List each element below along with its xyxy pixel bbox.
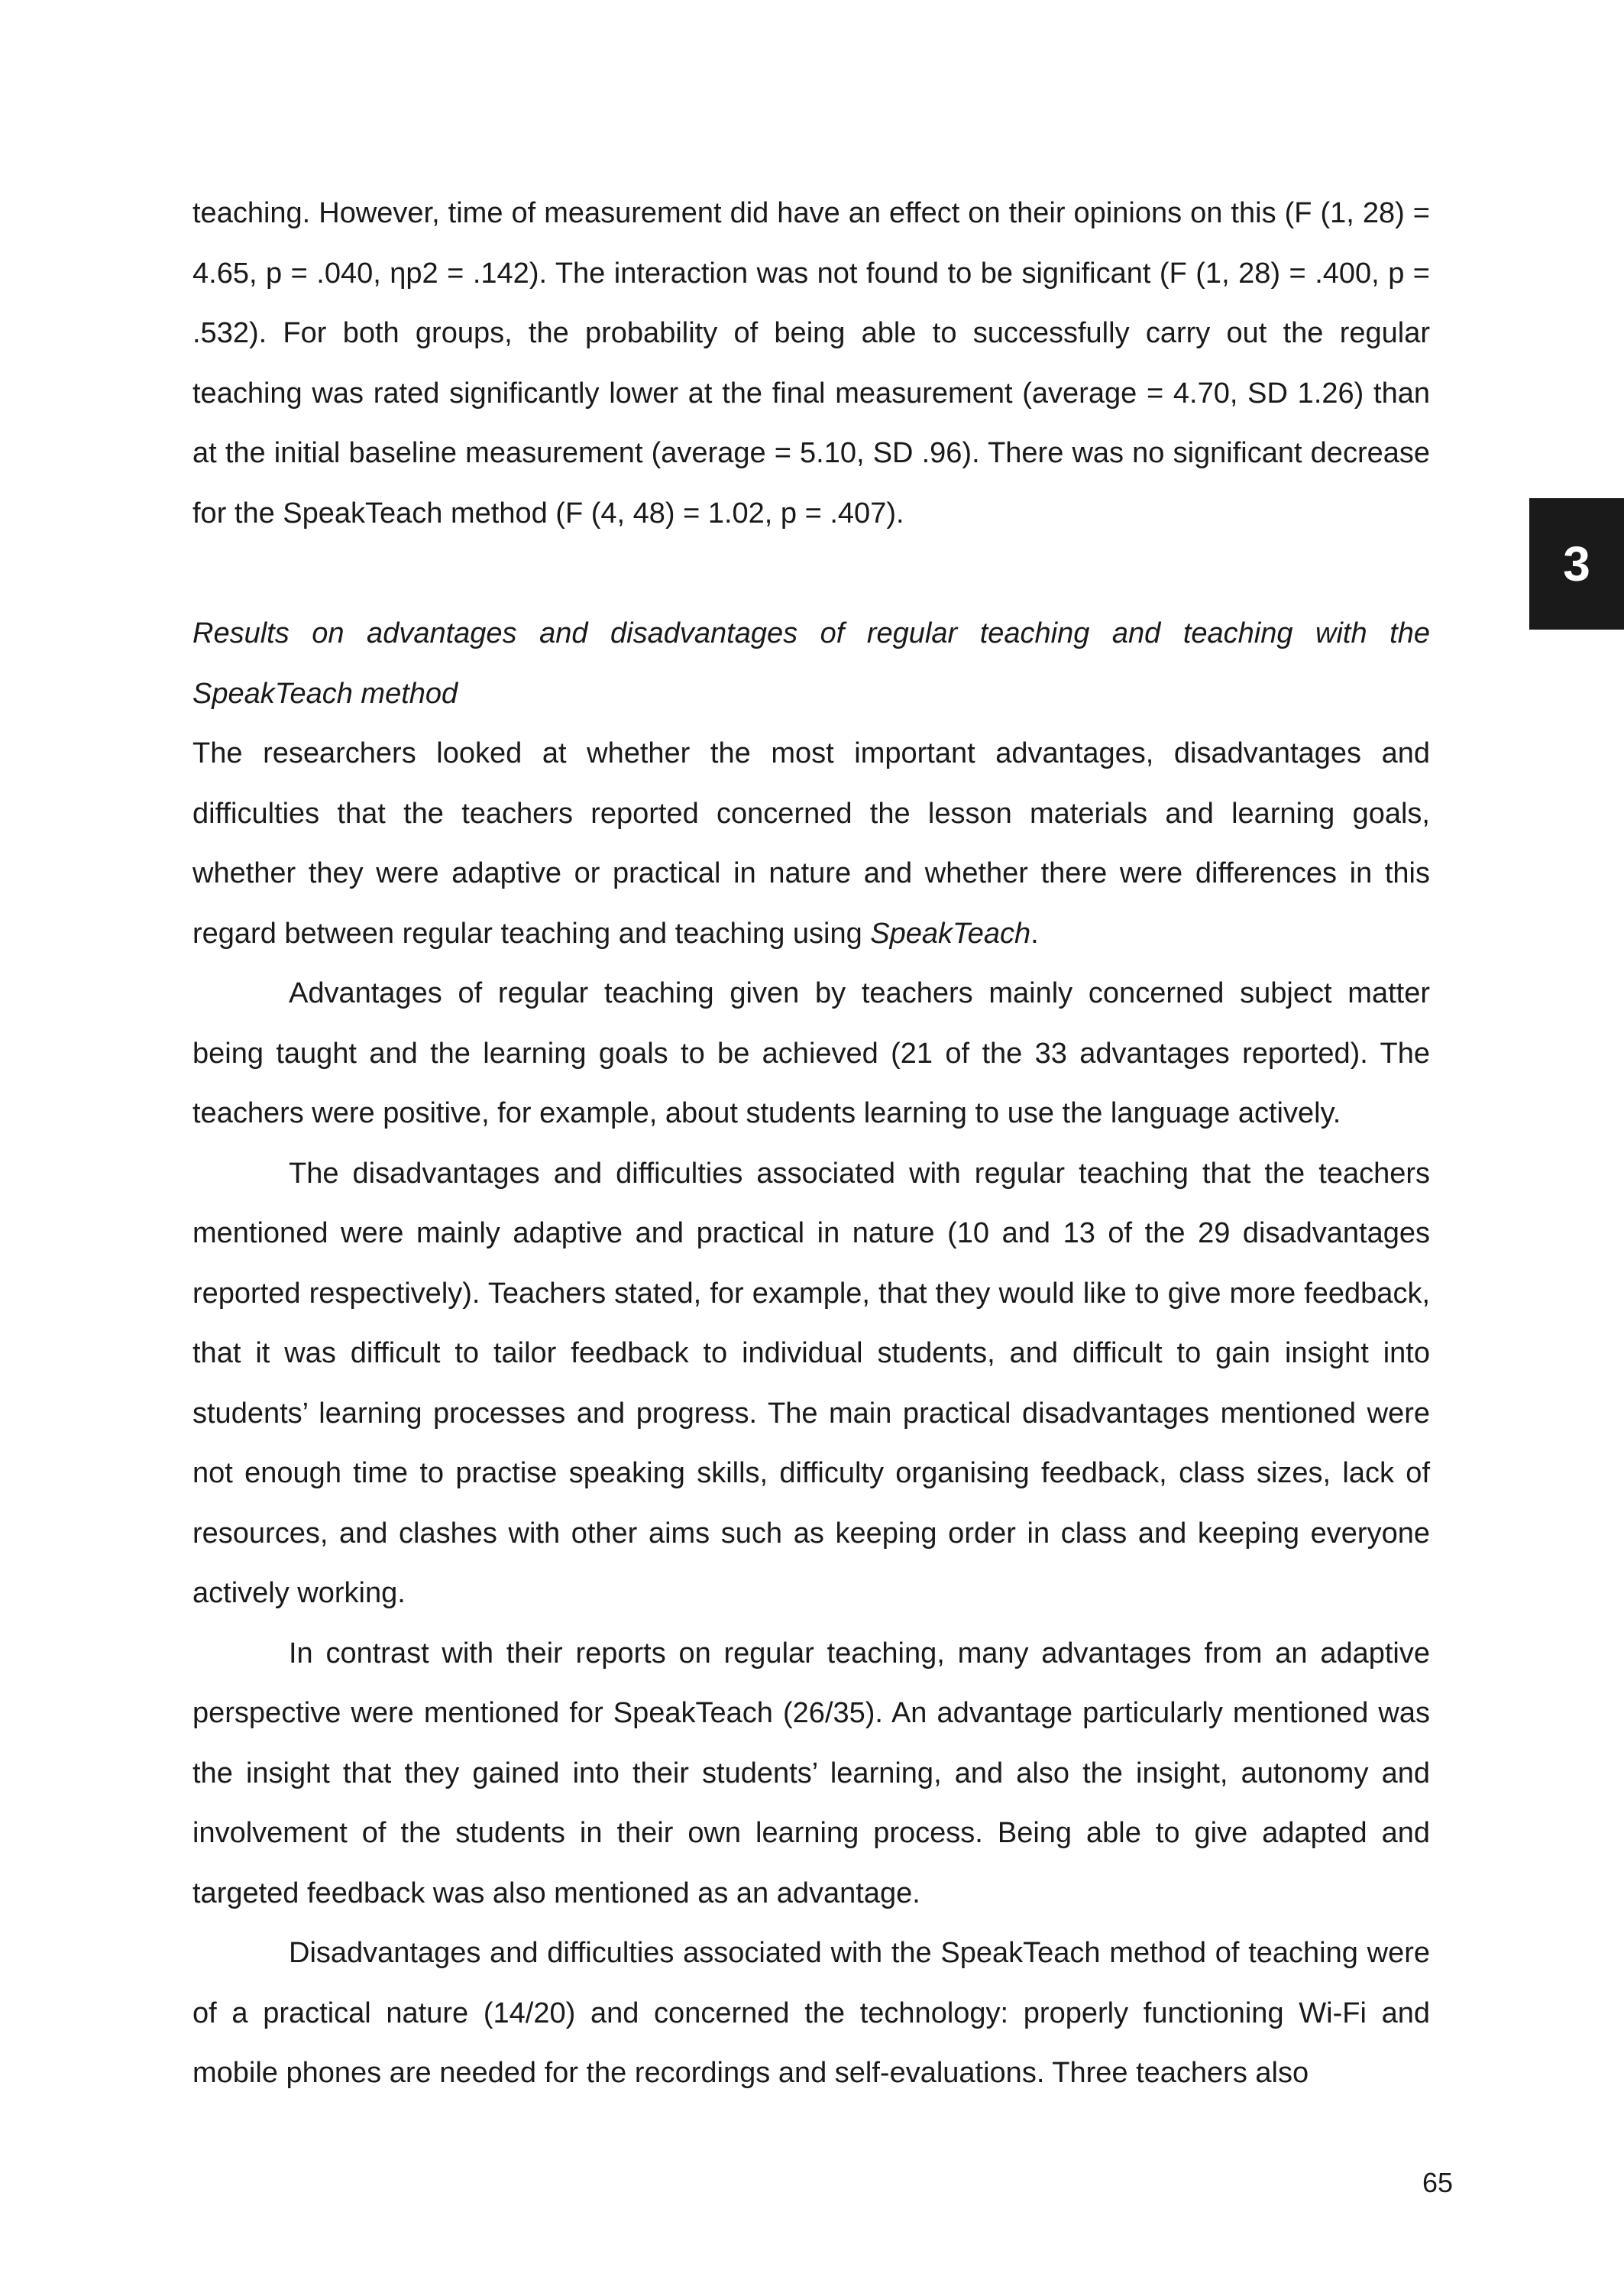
chapter-number: 3 xyxy=(1563,536,1590,591)
intro-paragraph xyxy=(192,724,1430,964)
paragraph-advantages-speakteach: In contrast with their reports on regular teaching, many advantages from an adaptive perspective were mentioned for SpeakTeach (26/35). An advantage particularly mentioned was the insight that they gained into their students’ learning, and also the insight, autonomy and involvement of the students in their own learning process. Being able to give adapted and targeted feedback was also mentioned as an advantage. xyxy=(192,1637,1430,1909)
page-number: 65 xyxy=(1422,2167,1453,2198)
intro-emphasis: SpeakTeach xyxy=(870,917,1031,950)
paragraph-disadvantages-speakteach: Disadvantages and difficulties associated with the SpeakTeach method of teaching were of a practical nature (14/20) and concerned the technology: properly functioning Wi-Fi and mobile phones are needed for the recordings and self-evaluations. Three teachers also xyxy=(192,1937,1430,2089)
section-advantages xyxy=(192,604,1430,2104)
intro-text: The researchers looked at whether the most important advantages, disadvantages and difficulties that the teachers reported concerned the lesson materials and learning goals, whether they were adaptive or practical in nature and whether there were differences in this regard between regular teaching and teaching using xyxy=(192,737,1430,950)
section-heading: Results on advantages and disadvantages of regular teaching and teaching with the SpeakTeach method xyxy=(192,617,1430,710)
paragraph-text: teaching. However, time of measurement did have an effect on their opinions on this (F (1, 28) = 4.65, p = .040, ηp2 = .142). The interaction was not found to be significant (F (1, 28) = .400, p = .532). For both groups, the probability of being able to successfully carry out the regular teaching was rated significantly lower at the final measurement (average = 4.70, SD 1.26) than at the initial baseline measurement (average = 5.10, SD .96). There was no significant decrease for the SpeakTeach method (F (4, 48) = 1.02, p = .407). xyxy=(192,197,1430,530)
body-paragraph-results xyxy=(192,183,1430,543)
paragraph-disadvantages-regular: The disadvantages and difficulties associated with regular teaching that the teachers mentioned were mainly adaptive and practical in nature (10 and 13 of the 29 disadvantages reported respectively). Teachers stated, for example, that they would like to give more feedback, that it was difficult to tailor feedback to individual students, and difficult to gain insight into students’ learning processes and progress. The main practical disadvantages mentioned were not enough time to practise speaking skills, difficulty organising feedback, class sizes, lack of resources, and clashes with other aims such as keeping order in class and keeping everyone actively working. xyxy=(192,1157,1430,1609)
paragraph-advantages-regular: Advantages of regular teaching given by teachers mainly concerned subject matter being taught and the learning goals to be achieved (21 of the 33 advantages reported). The teachers were positive, for example, about students learning to use the language actively. xyxy=(192,977,1430,1129)
intro-text-end: . xyxy=(1030,917,1039,950)
chapter-tab xyxy=(1529,498,1624,630)
